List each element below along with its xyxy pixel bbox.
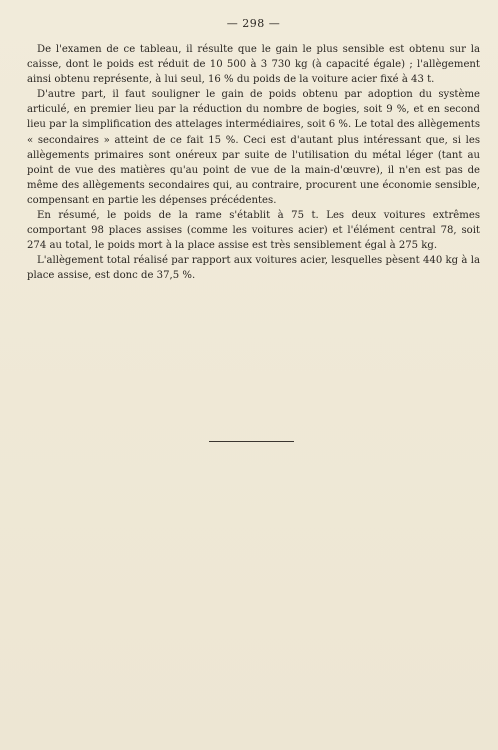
body-text [27,42,480,284]
paragraph-3: En résumé, le poids de la rame s'établit à 75 t. Les deux voitures extrêmes comportant 98 places assises (comme les voitures acier) et l'élément central 78, soit 274 au total, le poids mort à la place assise est très sensiblement égal à 275 kg. [27,210,480,252]
paragraph-1: De l'examen de ce tableau, il résulte que le gain le plus sensible est obtenu sur la caisse, dont le poids est réduit de 10 500 à 3 730 kg (à capacité égale) ; l'allègement ainsi obtenu représente, à lui seul, 16 % du poids de la voiture acier fixé à 43 t. [27,44,480,86]
paragraph-2: D'autre part, il faut souligner le gain de poids obtenu par adoption du système articulé, en premier lieu par la réduction du nombre de bogies, soit 9 %, et en second lieu par la simplification des attelages intermédiaires, soit 6 %. Le total des allègements « secondaires » atteint de ce fait 15 %. Ceci est d'autant plus intéressant que, si les allègements primaires sont onéreux par suite de l'utilisation du métal léger (tant au point de vue des matières qu'au point de vue de la main-d'œuvre), il n'en est pas de même des allègements secondaires qui, au contraire, procurent une économie sensible, compensant en partie les dépenses précédentes. [27,89,480,206]
paragraph-4: L'allègement total réalisé par rapport aux voitures acier, lesquelles pèsent 440 kg à la place assise, est donc de 37,5 %. [27,255,480,282]
section-separator-line [209,441,294,442]
page-number: — 298 — [226,17,281,30]
